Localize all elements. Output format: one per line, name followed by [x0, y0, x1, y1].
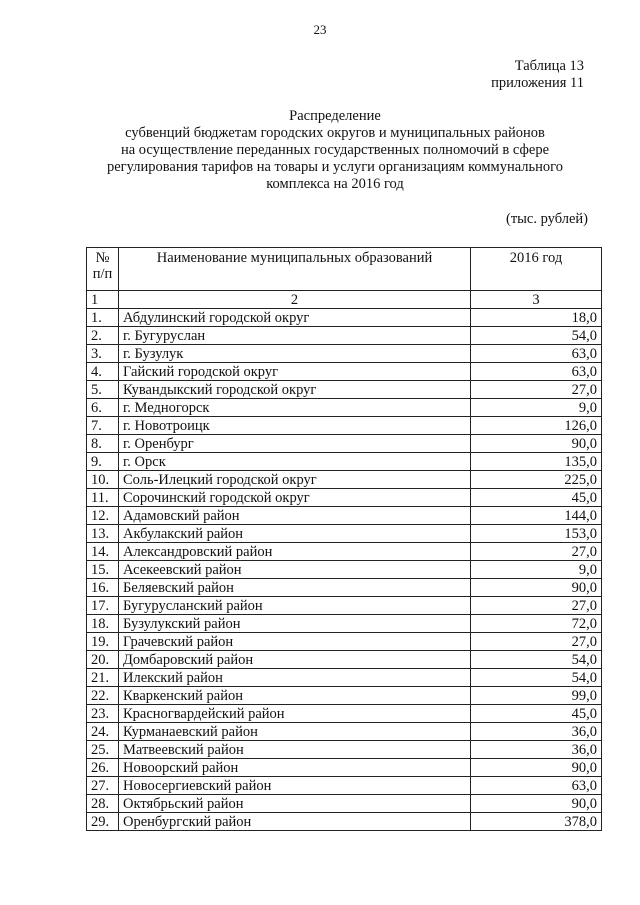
row-number: 23. [87, 705, 119, 723]
table-row [87, 579, 602, 597]
table-row [87, 417, 602, 435]
row-name: Октябрьский район [119, 795, 471, 813]
row-name: г. Новотроицк [119, 417, 471, 435]
table-index-row [87, 291, 602, 309]
row-number: 27. [87, 777, 119, 795]
distribution-table [86, 247, 602, 831]
row-value: 225,0 [471, 471, 602, 489]
row-name: Кваркенский район [119, 687, 471, 705]
row-name: г. Медногорск [119, 399, 471, 417]
row-name: г. Оренбург [119, 435, 471, 453]
table-row [87, 435, 602, 453]
table-header-row [87, 248, 602, 291]
row-value: 90,0 [471, 435, 602, 453]
row-number: 7. [87, 417, 119, 435]
table-row [87, 381, 602, 399]
row-name: г. Орск [119, 453, 471, 471]
table-row [87, 597, 602, 615]
table-row [87, 489, 602, 507]
row-name: Новосергиевский район [119, 777, 471, 795]
row-value: 90,0 [471, 795, 602, 813]
row-name: Гайский городской округ [119, 363, 471, 381]
title-line5: комплекса на 2016 год [266, 176, 404, 192]
row-number: 10. [87, 471, 119, 489]
row-number: 2. [87, 327, 119, 345]
row-number: 19. [87, 633, 119, 651]
row-value: 9,0 [471, 399, 602, 417]
title-line4: регулирования тарифов на товары и услуги организациям коммунального [107, 159, 563, 175]
row-number: 12. [87, 507, 119, 525]
table-row [87, 813, 602, 831]
table-row [87, 777, 602, 795]
row-number: 11. [87, 489, 119, 507]
index-col-1: 1 [87, 291, 119, 309]
document-title [95, 108, 575, 193]
row-value: 90,0 [471, 579, 602, 597]
row-value: 135,0 [471, 453, 602, 471]
table-row [87, 759, 602, 777]
row-name: Матвеевский район [119, 741, 471, 759]
table-row [87, 723, 602, 741]
table-row [87, 561, 602, 579]
row-name: Адамовский район [119, 507, 471, 525]
table-row [87, 651, 602, 669]
row-value: 36,0 [471, 741, 602, 759]
row-name: Новоорский район [119, 759, 471, 777]
table-row [87, 507, 602, 525]
table-row [87, 705, 602, 723]
table-reference-line2: приложения 11 [491, 75, 584, 91]
header-number-line2: п/п [92, 266, 113, 282]
row-value: 36,0 [471, 723, 602, 741]
table-row [87, 687, 602, 705]
header-number [87, 248, 119, 291]
row-number: 28. [87, 795, 119, 813]
index-col-3: 3 [471, 291, 602, 309]
row-name: Кувандыкский городской округ [119, 381, 471, 399]
row-name: г. Бугуруслан [119, 327, 471, 345]
row-value: 99,0 [471, 687, 602, 705]
row-number: 29. [87, 813, 119, 831]
row-number: 1. [87, 309, 119, 327]
table-row [87, 345, 602, 363]
table-row [87, 327, 602, 345]
page-number: 23 [313, 22, 327, 37]
row-name: Соль-Илецкий городской округ [119, 471, 471, 489]
row-number: 24. [87, 723, 119, 741]
row-number: 9. [87, 453, 119, 471]
table-row [87, 399, 602, 417]
row-number: 20. [87, 651, 119, 669]
row-name: Красногвардейский район [119, 705, 471, 723]
row-name: Александровский район [119, 543, 471, 561]
row-number: 3. [87, 345, 119, 363]
row-number: 18. [87, 615, 119, 633]
row-number: 21. [87, 669, 119, 687]
title-line3: на осуществление переданных государственных полномочий в сфере [120, 142, 550, 158]
row-value: 54,0 [471, 651, 602, 669]
row-name: Акбулакский район [119, 525, 471, 543]
row-number: 4. [87, 363, 119, 381]
row-value: 54,0 [471, 327, 602, 345]
row-number: 26. [87, 759, 119, 777]
row-value: 144,0 [471, 507, 602, 525]
row-value: 63,0 [471, 345, 602, 363]
table-row [87, 309, 602, 327]
row-name: Курманаевский район [119, 723, 471, 741]
row-number: 6. [87, 399, 119, 417]
row-value: 378,0 [471, 813, 602, 831]
row-number: 17. [87, 597, 119, 615]
row-number: 15. [87, 561, 119, 579]
row-name: Грачевский район [119, 633, 471, 651]
row-value: 63,0 [471, 777, 602, 795]
header-number-line1: № [95, 250, 110, 266]
row-value: 63,0 [471, 363, 602, 381]
row-value: 27,0 [471, 597, 602, 615]
row-name: Беляевский район [119, 579, 471, 597]
row-name: Бузулукский район [119, 615, 471, 633]
table-row [87, 471, 602, 489]
table-reference-line1: Таблица 13 [514, 58, 584, 74]
row-value: 9,0 [471, 561, 602, 579]
row-name: Бугурусланский район [119, 597, 471, 615]
table-row [87, 795, 602, 813]
row-value: 54,0 [471, 669, 602, 687]
row-name: Домбаровский район [119, 651, 471, 669]
row-name: Илекский район [119, 669, 471, 687]
header-value: 2016 год [471, 248, 602, 291]
table-row [87, 669, 602, 687]
index-col-2: 2 [119, 291, 471, 309]
header-name: Наименование муниципальных образований [119, 248, 471, 291]
row-number: 8. [87, 435, 119, 453]
table-reference [491, 58, 584, 92]
table-row [87, 615, 602, 633]
row-number: 5. [87, 381, 119, 399]
row-value: 27,0 [471, 543, 602, 561]
units-label: (тыс. рублей) [506, 211, 588, 227]
row-name: Асекеевский район [119, 561, 471, 579]
row-value: 153,0 [471, 525, 602, 543]
table-row [87, 363, 602, 381]
row-name: Оренбургский район [119, 813, 471, 831]
row-number: 14. [87, 543, 119, 561]
row-value: 126,0 [471, 417, 602, 435]
row-name: Сорочинский городской округ [119, 489, 471, 507]
title-line1: Распределение [289, 108, 381, 124]
row-value: 18,0 [471, 309, 602, 327]
table-row [87, 525, 602, 543]
row-number: 13. [87, 525, 119, 543]
table-row [87, 543, 602, 561]
row-name: г. Бузулук [119, 345, 471, 363]
table-row [87, 741, 602, 759]
row-value: 45,0 [471, 705, 602, 723]
title-line2: субвенций бюджетам городских округов и муниципальных районов [125, 125, 545, 141]
row-value: 27,0 [471, 633, 602, 651]
row-number: 16. [87, 579, 119, 597]
row-name: Абдулинский городской округ [119, 309, 471, 327]
row-value: 90,0 [471, 759, 602, 777]
row-number: 25. [87, 741, 119, 759]
row-value: 45,0 [471, 489, 602, 507]
table-body [87, 309, 602, 831]
row-value: 27,0 [471, 381, 602, 399]
row-number: 22. [87, 687, 119, 705]
row-value: 72,0 [471, 615, 602, 633]
table-row [87, 633, 602, 651]
table-row [87, 453, 602, 471]
